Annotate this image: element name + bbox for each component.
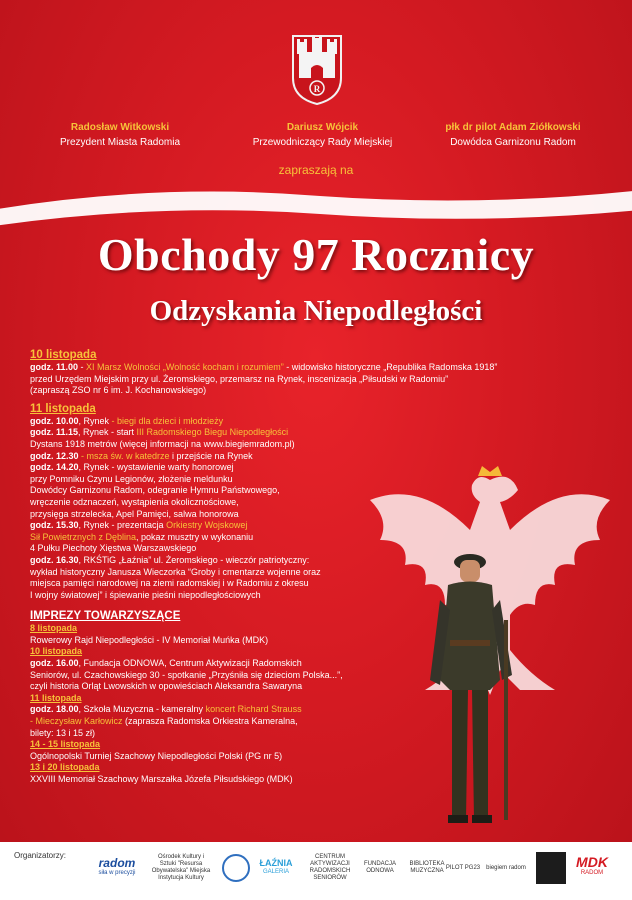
- event-time: godz. 16.00: [30, 658, 79, 669]
- mdk-logo-text: MDK: [576, 854, 608, 870]
- side-event-line: Rowerowy Rajd Niepodległości - IV Memoriał Muńka (MDK): [30, 634, 269, 645]
- mdk-logo-sub: RADOM: [580, 870, 604, 876]
- event-text: , Fundacja ODNOWA, Centrum Aktywizacji Radomskich: [78, 658, 302, 669]
- radom-logo: [88, 852, 146, 884]
- host-garrison-commander: [418, 120, 608, 150]
- event-text: , Rynek - start: [78, 427, 137, 438]
- side-event-date: 13 i 20 listopada: [30, 762, 100, 773]
- biegiem-radom-logo: biegiem radom: [486, 864, 526, 871]
- day-heading: 11 listopada: [30, 402, 96, 415]
- side-event-line: czyli historia Orląt Lwowskich w opowieściach Aleksandra Sawaryna: [30, 681, 303, 692]
- event-line: [30, 462, 550, 474]
- event-line: (zapraszą ZSO nr 6 im. J. Kochanowskiego): [30, 385, 207, 396]
- event-highlight: III Radomskiego Biegu Niepodległości: [136, 427, 289, 438]
- side-events-heading: IMPREZY TOWARZYSZĄCE: [30, 610, 181, 623]
- event-time: godz. 10.00: [30, 415, 79, 426]
- event-time: godz. 18.00: [30, 704, 79, 715]
- svg-text:R: R: [313, 84, 321, 94]
- side-event-line: [30, 704, 550, 716]
- resursa-logo: Ośrodek Kultury i Sztuki "Resursa Obywatelska" Miejska Instytucja Kultury: [151, 854, 211, 881]
- event-line: 4 Pułku Piechoty Xięstwa Warszawskiego: [30, 543, 197, 554]
- event-line: [30, 451, 550, 463]
- event-line: [30, 555, 550, 567]
- event-line: Dystans 1918 metrów (więcej informacji na www.biegiemradom.pl): [30, 438, 295, 449]
- event-line: miejsca pamięci narodowej na ziemi radomskiej i w Radomiu z okresu: [30, 578, 309, 589]
- side-event-date: 11 listopada: [30, 692, 82, 703]
- event-highlight: - Mieczysław Karłowicz: [30, 716, 123, 727]
- laznia-logo: [258, 852, 294, 884]
- mdk-radom-logo: [572, 852, 612, 884]
- radom-logo-text: radom: [98, 855, 136, 870]
- event-text: , Szkoła Muzyczna - kameralny: [78, 704, 206, 715]
- event-line: wręczenie odznaczeń, wystąpienia okolicznościowe,: [30, 496, 239, 507]
- event-time: godz. 15.30: [30, 520, 79, 531]
- side-event-line: Ogólnopolski Turniej Szachowy Niepodległości Polski (PG nr 5): [30, 750, 283, 761]
- event-text: i przejście na Rynek: [169, 450, 253, 461]
- event-time: godz. 11.00: [30, 362, 79, 372]
- laznia-logo-text: ŁAŹNIA: [259, 858, 293, 868]
- event-line: przy Pomniku Czynu Legionów, złożenie meldunku: [30, 473, 233, 484]
- host-mayor: [40, 120, 200, 150]
- side-event-date: 10 listopada: [30, 646, 83, 657]
- event-text: (zaprasza Radomska Orkiestra Kameralna,: [122, 716, 298, 727]
- event-line: Dowódcy Garnizonu Radom, odegranie Hymnu Państwowego,: [30, 485, 280, 496]
- emblem-logo-icon: [536, 852, 566, 884]
- event-time: godz. 16.30: [30, 554, 79, 565]
- event-highlight: - msza św. w katedrze: [78, 450, 170, 461]
- event-line: [30, 362, 550, 374]
- event-highlight: XI Marsz Wolności „Wolność kocham i rozumiem”: [86, 362, 284, 372]
- event-highlight: koncert Richard Strauss: [205, 704, 302, 715]
- side-event-line: [30, 716, 550, 728]
- event-line: przed Urzędem Miejskim przy ul. Żeromskiego, przemarsz na Rynek, inscenizacja „Piłsudski w Radomiu”: [30, 373, 449, 384]
- biblioteka-muzyczna-logo: BIBLIOTEKA MUZYCZNA: [409, 861, 445, 874]
- event-text: , Rynek: [78, 415, 110, 426]
- event-time: godz. 14.20: [30, 462, 79, 473]
- event-text: , Rynek - wystawienie warty honorowej: [78, 462, 234, 473]
- event-highlight: Orkiestry Wojskowej: [166, 520, 248, 531]
- event-line: [30, 416, 550, 428]
- event-highlight: - biegi dla dzieci i młodzieży: [109, 415, 224, 426]
- side-event-line: bilety: 13 i 15 zł): [30, 727, 96, 738]
- page-title: Obchody 97 Rocznicy: [97, 229, 535, 280]
- event-text: , RKŚTiG „Łaźnia” ul. Żeromskiego - wieczór patriotyczny:: [78, 554, 310, 565]
- page-subtitle: Odzyskania Niepodległości: [149, 295, 483, 327]
- odnowa-logo: FUNDACJA ODNOWA: [363, 861, 396, 874]
- invite-text: zapraszają na: [278, 163, 354, 177]
- host-name: Dariusz Wójcik: [286, 122, 359, 133]
- side-event-date: 14 - 15 listopada: [30, 739, 101, 750]
- hosts: [0, 120, 632, 160]
- event-line: [30, 532, 550, 544]
- pilot-pg23-logo: PILOT PG23: [445, 864, 481, 871]
- host-role: Dowódca Garnizonu Radom: [450, 137, 576, 148]
- host-name: płk dr pilot Adam Ziółkowski: [445, 122, 581, 133]
- event-time: godz. 12.30: [30, 450, 79, 461]
- day-heading: 10 listopada: [30, 349, 97, 361]
- organizers-label: Organizatorzy:: [14, 851, 67, 860]
- event-line: [30, 520, 550, 532]
- host-role: Prezydent Miasta Radomia: [59, 137, 181, 148]
- event-text: - widowisko historyczne „Republika Radomska 1918”: [283, 362, 498, 372]
- side-event-line: [30, 658, 550, 670]
- event-text: , pokaz musztry w wykonaniu: [136, 531, 254, 542]
- program: [30, 348, 550, 786]
- event-line: I wojny światowej” i śpiewanie pieśni niepodległościowych: [30, 589, 261, 600]
- event-text: , Rynek - prezentacja: [78, 520, 167, 531]
- centrum-seniorow-logo: CENTRUM AKTYWIZACJI RADOMSKICH SENIORÓW: [309, 854, 351, 881]
- event-text: -: [78, 362, 87, 372]
- laznia-logo-sub: GALERIA: [262, 869, 289, 875]
- host-role: Przewodniczący Rady Miejskiej: [252, 137, 393, 148]
- event-line: [30, 427, 550, 439]
- host-name: Radosław Witkowski: [70, 122, 170, 133]
- event-highlight: Sił Powietrznych z Dęblina: [30, 531, 137, 542]
- side-event-date: 8 listopada: [30, 623, 78, 634]
- host-council-chair: [235, 120, 410, 150]
- organizers-footer: [0, 842, 632, 900]
- event-line: wykład historyczny Janusza Wieczorka “Groby i cmentarze wojenne oraz: [30, 566, 321, 577]
- radom-logo-sub: siła w precyzji: [98, 869, 136, 876]
- side-event-line: XXVIII Memoriał Szachowy Marszałka Józefa Piłsudskiego (MDK): [30, 774, 293, 784]
- garrison-emblem-icon: [222, 854, 250, 882]
- radom-coat-of-arms-icon: [289, 28, 345, 106]
- event-line: przysięga strzelecka, Apel Pamięci, salwa honorowa: [30, 508, 239, 519]
- event-time: godz. 11.15: [30, 427, 79, 438]
- side-event-line: Seniorów, ul. Czachowskiego 30 - spotkanie „Przyśniła się dzieciom Polska...”,: [30, 669, 343, 680]
